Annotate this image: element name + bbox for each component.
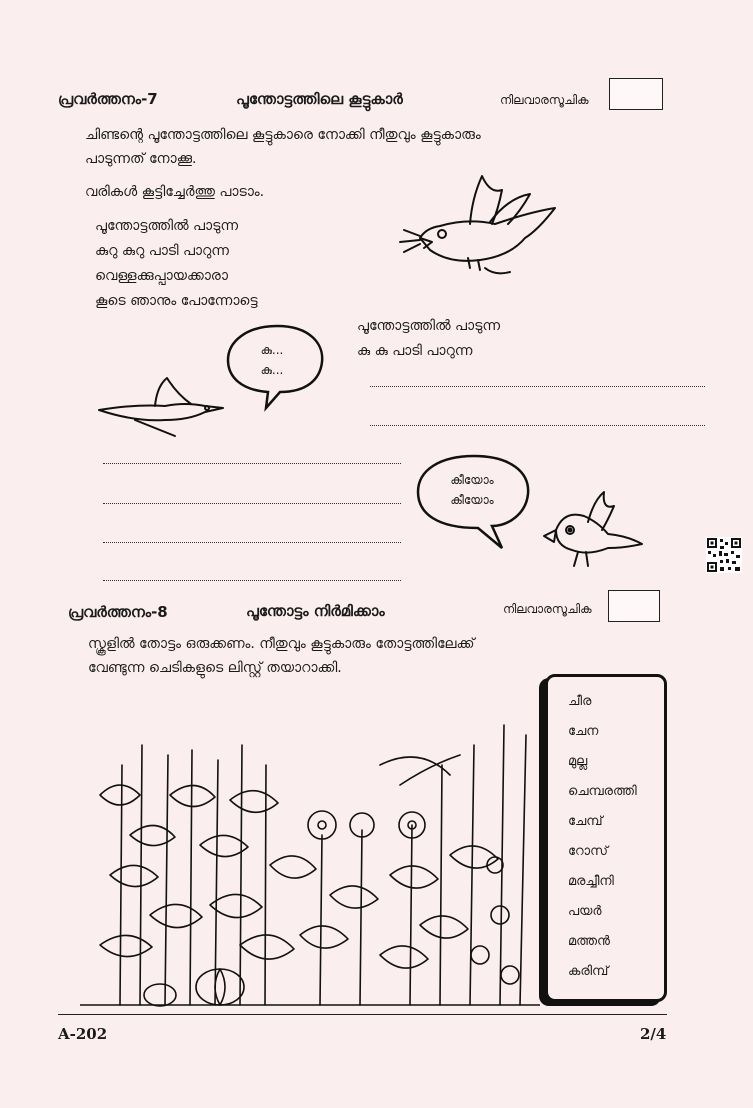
activity-8-indicator-label: നിലവാരസൂചിക [503,602,592,616]
activity-8-description [88,632,474,680]
description-line: ചിണ്ടന്റെ പൂന്തോട്ടത്തിലെ കൂട്ടുകാരെ നോക്കി നീതുവും കൂട്ടുകാരും [85,127,481,143]
qr-code-icon [706,537,742,573]
list-item: ചേമ്പ് [568,814,603,829]
poem-line: കു കു പാടി പാറുന്ന [357,343,473,359]
bubble-line: കു... [260,363,284,377]
answer-line[interactable] [370,386,705,387]
activity-8-label: പ്രവർത്തനം-8 [68,603,168,621]
bird-illustration-1 [390,168,565,283]
description-line: സ്കൂളിൽ തോട്ടം ഒരുക്കണം. നീതുവും കൂട്ടുകാരും തോട്ടത്തിലേക്ക് [88,636,475,652]
bubble-line: കീയോം [450,493,494,507]
activity-7-title: പൂന്തോട്ടത്തിലെ കൂട്ടുകാർ [236,90,403,108]
paper-code: A-202 [58,1025,108,1043]
answer-line[interactable] [103,580,401,581]
list-item: മരച്ചീനി [568,874,614,889]
list-item: പയർ [568,904,602,919]
answer-line[interactable] [370,425,705,426]
bird-illustration-3 [538,486,650,574]
activity-7-instruction: വരികൾ കൂട്ടിച്ചേർത്തു പാടാം. [85,184,265,200]
activity-8-score-box[interactable] [608,590,660,622]
activity-8-title: പൂന്തോട്ടം നിർമിക്കാം [246,602,385,620]
poem-line: പൂന്തോട്ടത്തിൽ പാടുന്ന [95,218,238,234]
poem-line: കുറു കുറു പാടി പാറുന്ന [95,243,229,259]
speech-bubble-2-text [422,470,522,510]
footer-divider [58,1014,667,1015]
speech-bubble-1-text [232,340,312,380]
activity-7-score-box[interactable] [609,78,663,110]
activity-7-indicator-label: നിലവാരസൂചിക [500,93,589,107]
activity-7-description [85,123,481,171]
list-item: കരിമ്പ് [568,964,609,979]
bubble-line: കീയോം [450,473,494,487]
bird-illustration-2 [95,376,230,438]
list-item: റോസ് [568,844,608,859]
description-line: വേണ്ടുന്ന ചെടികളുടെ ലിസ്റ്റ് തയാറാക്കി. [88,660,342,676]
answer-line[interactable] [103,542,401,543]
page-number: 2/4 [640,1025,667,1043]
poem-line: കൂടെ ഞാനും പോന്നോട്ടെ [95,293,258,309]
list-item: ചെമ്പരത്തി [568,784,637,799]
poem-verse-1 [95,214,258,314]
answer-line[interactable] [103,503,401,504]
poem-line: വെള്ളക്കുപ്പായക്കാരാ [95,268,228,284]
garden-illustration [80,705,540,1010]
poem-line: പൂന്തോട്ടത്തിൽ പാടുന്ന [357,318,500,334]
plant-list [548,677,664,987]
poem-verse-2 [357,314,500,364]
answer-line[interactable] [103,463,401,464]
plant-list-box [545,674,667,1002]
list-item: ചീര [568,694,592,709]
list-item: മത്തൻ [568,934,610,949]
list-item: മുല്ല [568,754,588,769]
bubble-line: കു... [260,343,284,357]
description-line: പാടുന്നത് നോക്കൂ. [85,151,197,167]
activity-7-label: പ്രവർത്തനം-7 [58,90,158,108]
list-item: ചേന [568,724,599,739]
